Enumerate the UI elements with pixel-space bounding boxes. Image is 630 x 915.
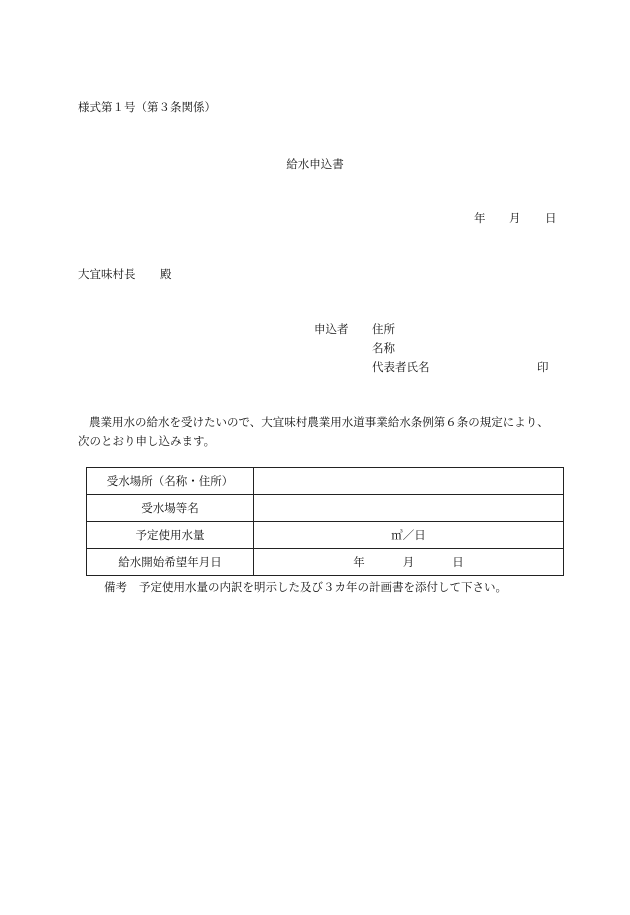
volume-unit: ㎥／日 — [391, 528, 426, 542]
start-day-label: 日 — [452, 555, 464, 569]
remarks — [104, 580, 507, 594]
table-row — [87, 549, 564, 576]
remarks-text: 予定使用水量の内訳を明示した及び３カ年の計画書を添付して下さい。 — [139, 580, 507, 594]
application-table — [86, 467, 564, 576]
receiving-facility-name-field[interactable] — [254, 495, 564, 522]
date-year-label: 年 — [474, 211, 486, 225]
planned-water-volume-label: 予定使用水量 — [87, 522, 254, 549]
applicant-address-label: 住所 — [372, 322, 395, 336]
addressee-name: 大宜味村長 — [78, 267, 136, 281]
table-row — [87, 522, 564, 549]
receiving-location-label: 受水場所（名称・住所） — [87, 468, 254, 495]
date-day-label: 日 — [545, 211, 557, 225]
table-row — [87, 468, 564, 495]
supply-start-date-field[interactable] — [254, 549, 564, 576]
remarks-label: 備考 — [104, 580, 127, 594]
date-month-label: 月 — [509, 211, 521, 225]
body-paragraph: 農業用水の給水を受けたいので、大宜味村農業用水道事業給水条例第６条の規定により、次のとおり申し込みます。 — [78, 415, 549, 448]
form-number: 様式第１号（第３条関係） — [78, 100, 216, 114]
applicant-label: 申込者 — [314, 322, 349, 336]
addressee-suffix: 殿 — [160, 267, 172, 281]
applicant-name-label: 名称 — [372, 341, 395, 355]
receiving-facility-name-label: 受水場等名 — [87, 495, 254, 522]
supply-start-date-label: 給水開始希望年月日 — [87, 549, 254, 576]
applicant-seal-mark: 印 — [537, 360, 549, 374]
start-month-label: 月 — [402, 555, 415, 569]
applicant-representative-label: 代表者氏名 — [372, 360, 430, 374]
table-row — [87, 495, 564, 522]
receiving-location-field[interactable] — [254, 468, 564, 495]
start-year-label: 年 — [353, 555, 365, 569]
document-title: 給水申込書 — [286, 157, 344, 171]
planned-water-volume-field[interactable] — [254, 522, 564, 549]
